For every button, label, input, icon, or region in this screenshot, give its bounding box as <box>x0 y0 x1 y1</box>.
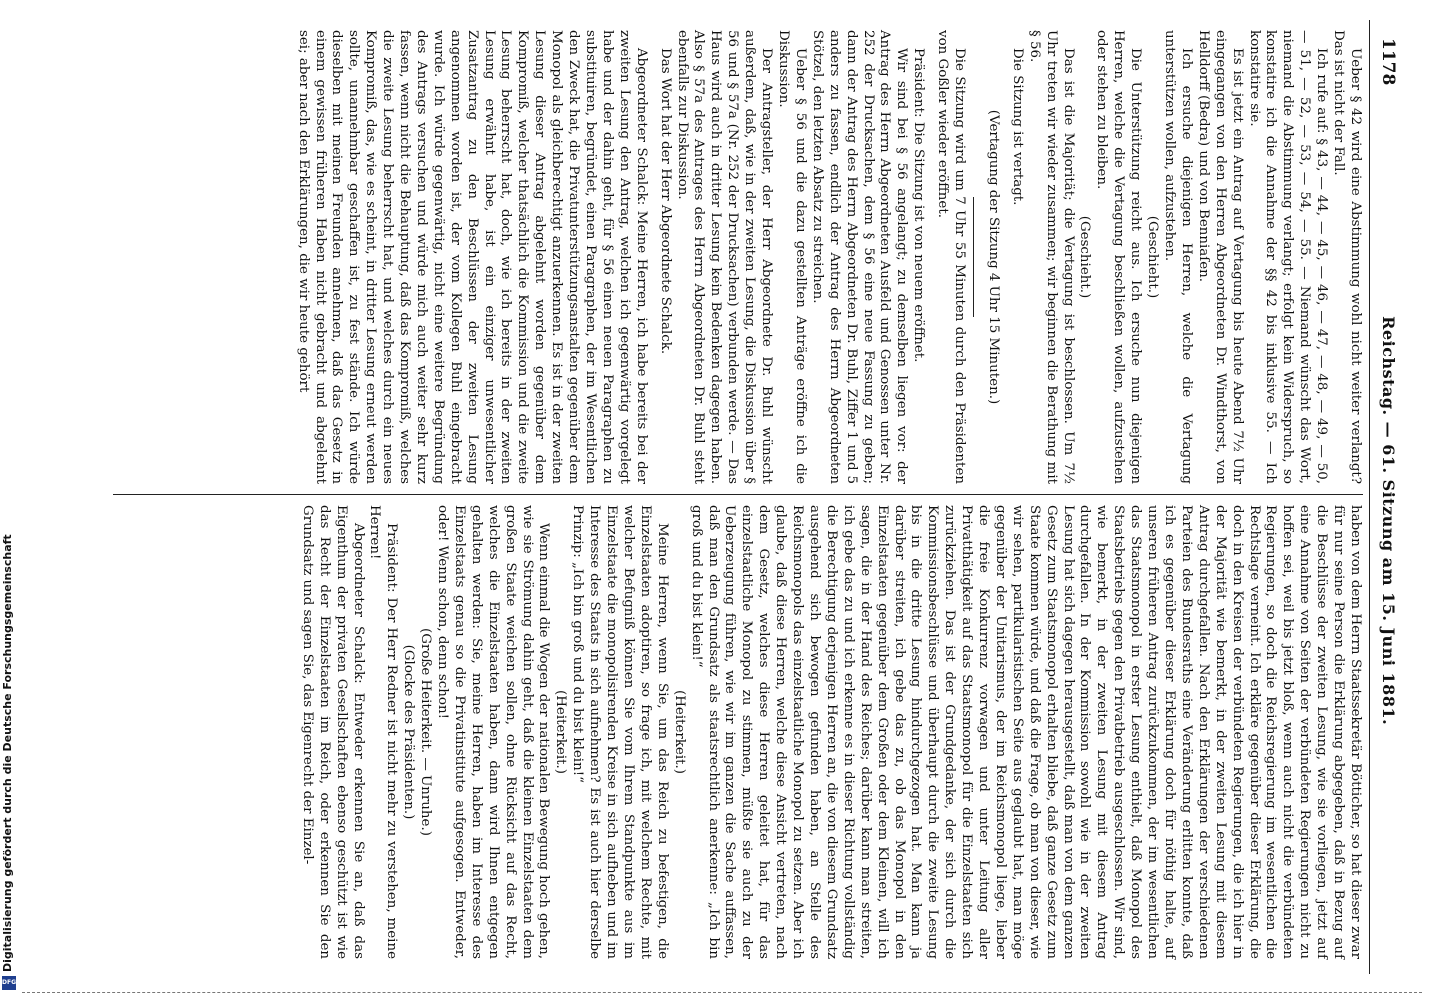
speaker-paragraph: Präsident: Die Sitzung ist von neuem eröffnet. <box>911 48 927 363</box>
paragraph: Die Sitzung ist vertagt. <box>1009 48 1025 206</box>
paragraph: Wenn einmal die Wogen der nationalen Bewegung hoch gehen, wie sie Strömung dahin geht, daß die kleinen Einzelstaaten dem großen Staate weichen sollen, ohne Rücksicht auf das Recht, welches die Einzelstaaten haben, dann wird Ihnen entgegen gehalten werden: Sie, meine Herren, haben im Interesse des Einzelstaats genau so die Privatinstitute aufgesogen. Entweder, oder! Wenn schon, denn schon! <box>435 505 552 959</box>
stage-direction: (Heiterkeit.) <box>553 690 569 774</box>
scanned-page <box>84 0 1414 1000</box>
paragraph: Ich rufe auf: § 43, — 44, — 45, — 46, — 47, — 48, — 49, — 50, — 51, — 52, — 53, — 54, — 55. — Niemand wünscht das Wort, niemand die Abstimmung verlangt; erfolgt kein Widerspruch, so konstatire ich die Annahme der §§ 42 bis inklusive 55. — Ich konstatire sie. <box>1246 30 1330 484</box>
stage-direction: (Große Heiterkeit. — Unruhe.) <box>418 628 434 836</box>
paragraph: Meine Herren, wenn Sie, um das Reich zu befestigen, die Einzelstaaten adoptiren, so frage ich, mit welchem Rechte, mit welcher Befugniß können Sie vom Ihrem Standpunkte aus im Einzelstaate die monopolisirenden Kreise in sich aufheben und im Interesse des Staats in sich aufnehmen? Es ist auch hier derselbe Prinzip: „Ich bin groß und du bist klein!“ <box>570 505 670 959</box>
paragraph: Ueber § 56 und die dazu gestellten Anträge eröffne ich die Diskussion. <box>776 30 808 484</box>
paragraph: Ueber § 42 wird eine Abstimmung wohl nicht weiter verlangt? Das ist nicht der Fall. <box>1331 30 1363 484</box>
paragraph: Es ist jetzt ein Antrag auf Vertagung bis heute Abend 7½ Uhr eingegangen von den Herren Abgeordneten Dr. Windthorst, von Helldorff (Bedra) und von Benniaſen. <box>1195 30 1245 484</box>
stage-direction: (Geschieht.) <box>1145 215 1161 299</box>
stage-direction: (Geschieht.) <box>1077 215 1093 299</box>
right-column <box>103 495 1363 969</box>
speaker-paragraph: Abgeordneter Schalck: Entweder erkennen Sie an, daß das Eigenthum der privaten Gesellschaften ebenso geschützt ist wie das Recht der Einzelstaaten im Reich, oder erkennen Sie den Grundsatz und sagen Sie, das Eigenrecht der Einzel- <box>299 505 366 959</box>
paragraph: Das ist die Majorität; die Vertagung ist beschlossen. Um 7½ Uhr treten wir wieder zusammen; wir beginnen die Berathung mit § 56. <box>1026 30 1076 484</box>
paragraph: Wir sind bei § 56 angelangt; zu demselben liegen vor: der Antrag des Herrn Abgeordneten Ausfeld und Genossen unter Nr. 252 der Drucksachen, dem § 56 eine neue Fassung zu geben; dann der Antrag des Herrn Abgeordneten Dr. Buhl, Ziffer 1 und 5 anders zu fassen, endlich der Antrag des Herrn Abgeordneten Stötzel, den letzten Absatz zu streichen. <box>809 30 910 484</box>
running-head <box>1369 20 1396 974</box>
two-column-body <box>103 20 1363 974</box>
paragraph: Der Antragsteller, der Herr Abgeordnete Dr. Buhl wünscht außerdem, daß, wie in der zweiten Lesung, die Diskussion über § 56 und § 57a (Nr. 252 der Drucksachen) verbunden werde. — Das Haus wird auch in dritter Lesung kein Bedenken dagegen haben. Also § 57a des Antrages des Herrn Abgeordneten Dr. Buhl steht ebenfalls zur Diskussion. <box>674 30 775 484</box>
speaker-paragraph: Präsident: Der Herr Redner ist nicht mehr zu verstehen, meine Herren! <box>367 505 400 959</box>
page-title: Reichstag. — 61. Sitzung am 15. Juni 1881. <box>1379 316 1398 726</box>
stage-direction: (Heiterkeit.) <box>671 690 687 774</box>
digitization-sidebar <box>0 0 18 1000</box>
page-number: 1178 <box>1378 38 1398 86</box>
dfg-logo-icon: DFG <box>2 976 16 990</box>
dfg-credit-text: Digitalisierung gefördert durch die Deutsche Forschungsgemeinschaft <box>1 534 14 972</box>
paragraph: Die Sitzung wird um 7 Uhr 55 Minuten durch den Präsidenten von Goßler wieder eröffnet. <box>935 30 968 484</box>
left-column <box>103 20 1363 494</box>
paragraph: Die Unterstützung reicht aus. Ich ersuche nun diejenigen Herren, welche die Vertagung beschließen wollen, aufzustehen oder stehen zu bleiben. <box>1094 30 1144 484</box>
stage-direction: (Vertagung der Sitzung 4 Uhr 15 Minuten.) <box>985 109 1001 405</box>
paragraph: haben von dem Herrn Staatssekretär Bötticher, so hat dieser zwar für nur seine Person die Erklärung abgegeben, daß in Bezug auf die Beschlüsse der zweiten Lesung, wie sie vorliegen, jetzt auf eine Annahme von Seiten der verbündeten Regierungen nicht zu hoffen sei, weil bis jetzt bloß, wenn auch nicht die verbündeten Regierungen, so doch die Reichsregierung im wesentlichen die Rechtslage verneint. Ich erkläre gegenüber dieser Erklärung, die doch in den Kreisen der verbündeten Regierungen, die ich hier in der Majorität wie bemerkt, in der zweiten Lesung mit diesem Antrag durchgefallen. Nach den Erklärungen der verschiedenen Parteien des Bundesraths eine Veränderung erlitten konnte, daß ich es gegenüber dieser Erklärung doch für nöthig halte, auf unseren früheren Antrag zurückzukommen, der im wesentlichen das Staatsmonopol in erster Lesung enthielt, daß Monopol des Staatsbetriebs gegen den Privatbetrieb ausgeschlossen. Wir sind, wie bemerkt, in der zweiten Lesung mit diesem Antrag durchgefallen. In der Kommission sowohl wie in der zweiten Lesung hat sich dagegen herausgestellt, daß man von dem ganzen Gesetz zum Staatsmonopol erhalten bliebe, daß ganze Gesetz zum Staate kommen würde, und daß die Frage, ob man von dieser, wie wir sehen, partikularistischen Seite aus geglaubt hat, man möge gegenüber der Unitarismus, der im Reichsmonopol liege, lieber die freie Konkurrenz vorwagen und unter Leitung aller Privatthätigkeit auf das Staatsmonopol für die Einzelstaaten sich zurückziehen. Das ist der Grundgedanke, der sich durch die Kommissionsbeschlüsse und überhaupt durch die zweite Lesung bis in die dritte Lesung hindurchgezogen hat. Man kann ja darüber streiten, ich gebe das zu, ob das Monopol in den Einzelstaaten gegenüber dem Großen oder dem Kleinen, will ich sagen, die in der Hand des Reiches; darüber kann man streiten, ich gebe das zu und ich erkenne es in dieser Richtung vollständig die Berechtigung derjenigen Herren an, die von diesem Grundsatz ausgehend sich bewogen gefunden haben, an Stelle des Reichsmonopols das einzelstaatliche Monopol zu setzen. Aber ich glaube, daß diese Herren, welche diese Ansicht vertreten, nach dem Gesetz, welches diese Herren geleitet hat, für das einzelstaatliche Monopol zu stimmen, müßte sie auch zu der Ueberzeugung führen, wie wir im ganzen die Sache auffassen, daß man den Grundsatz als staatsrechtlich anerkenne: „Ich bin groß und du bist klein!“ <box>688 505 1363 959</box>
speaker-paragraph: Abgeordneter Schalck: Meine Herren, ich habe bereits bei der zweiten Lesung den Antrag, welchen ich gegenwärtig vorgelegt habe und der dahin geht, für § 56 einen neuen Paragraphen zu substituiren, begründet, einen Paragraphen, der im Wesentlichen den Zweck hat, die Privatunterstützungsanstalten gegenüber dem Monopol als gleichberechtigt anzuerkennen. Es ist in der zweiten Lesung dieser Antrag abgelehnt worden gegenüber dem Kompromiß, welcher thatsächlich die Kommission und die zweite Lesung beherrscht hat, doch, wie ich bereits in der zweiten Lesung erwähnt habe, ist ein einziger unwesentlicher Zusatzantrag zu den Beschlüssen der zweiten Lesung angenommen worden ist, der vom Kollegen Buhl eingebracht wurde. Ich würde gegenwärtig, nicht eine weitere Begründung des Antrags versuchen und würde mich auch weiter sehr kurz fassen, wenn nicht die Behauptung, daß das Kompromiß, welches die zweite Lesung beherrscht hat, und welches durch ein neues Kompromiß, das, wie es scheint, in dritter Lesung erneut werden sollte, unannehmbar geschaffen ist, zu fest stände. Ich würde dieselben mit meinen Freunden annehmen, daß das Gesetz in einem gewissen früheren Haben nicht gebracht und abgelehnt sei; aber nach den Erklärungen, die wir heute gehört <box>295 30 649 484</box>
paragraph: Das Wort hat der Herr Abgeordnete Schalck. <box>657 48 673 355</box>
paragraph: Ich ersuche diejenigen Herren, welche die Vertagung unterstützen wollen, aufzustehen. <box>1162 30 1194 484</box>
section-divider <box>973 197 974 317</box>
stage-direction: (Glocke des Präsidenten.) <box>401 644 417 820</box>
